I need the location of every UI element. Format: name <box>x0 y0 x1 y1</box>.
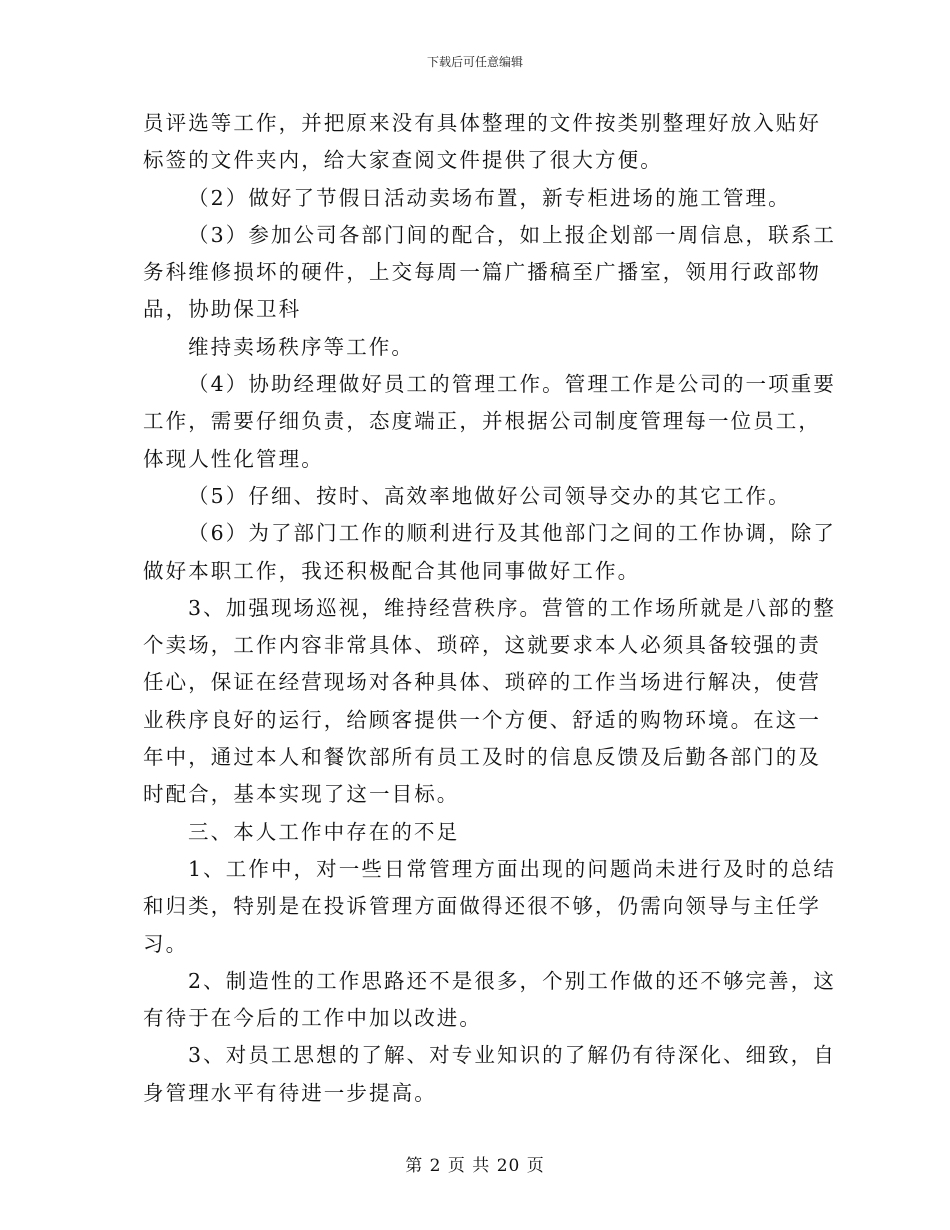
text-line: 年中，通过本人和餐饮部所有员工及时的信息反馈及后勤各部门的及 <box>143 745 821 770</box>
text-line: 身管理水平有待进一步提高。 <box>143 1080 437 1105</box>
text-line: 3、加强现场巡视，维持经营秩序。营管的工作场所就是八部的整 <box>188 595 836 620</box>
text-line: 三、本人工作中存在的不足 <box>188 819 460 844</box>
text-line: （6）为了部门工作的顺利进行及其他部门之间的工作协调，除了 <box>188 521 836 546</box>
text-line: 有待于在今后的工作中加以改进。 <box>143 1006 482 1031</box>
document-body <box>143 105 836 1112</box>
text-line: 业秩序良好的运行，给顾客提供一个方便、舒适的购物环境。在这一 <box>143 707 821 732</box>
text-line: 体现人性化管理。 <box>143 446 324 471</box>
text-line: 维持卖场秩序等工作。 <box>188 334 414 359</box>
text-line: （3）参加公司各部门间的配合，如上报企划部一周信息，联系工 <box>188 222 836 247</box>
text-line: 标签的文件夹内，给大家查阅文件提供了很大方便。 <box>143 148 663 173</box>
text-line: （2）做好了节假日活动卖场布置，新专柜进场的施工管理。 <box>188 185 791 210</box>
text-line: 时配合，基本实现了这一目标。 <box>143 782 460 807</box>
text-line: 务科维修损坏的硬件，上交每周一篇广播稿至广播室，领用行政部物 <box>143 260 821 285</box>
text-line: 员评选等工作，并把原来没有具体整理的文件按类别整理好放入贴好 <box>143 111 821 135</box>
text-line: （4）协助经理做好员工的管理工作。管理工作是公司的一项重要 <box>188 372 836 397</box>
page-header: 下载后可任意编辑 <box>426 55 523 69</box>
text-line: 习。 <box>143 931 189 956</box>
text-line: 1、工作中，对一些日常管理方面出现的问题尚未进行及时的总结 <box>188 856 836 881</box>
text-line: 品，协助保卫科 <box>143 297 302 322</box>
text-line: 3、对员工思想的了解、对专业知识的了解仍有待深化、细致，自 <box>188 1043 836 1068</box>
text-line: 个卖场，工作内容非常具体、琐碎，这就要求本人必须具备较强的责 <box>143 633 821 658</box>
text-line: 任心，保证在经营现场对各种具体、琐碎的工作当场进行解决，使营 <box>143 670 821 695</box>
text-line: 工作，需要仔细负责，态度端正，并根据公司制度管理每一位员工， <box>143 409 821 434</box>
text-line: （5）仔细、按时、高效率地做好公司领导交办的其它工作。 <box>188 483 791 508</box>
text-line: 2、制造性的工作思路还不是很多，个别工作做的还不够完善，这 <box>188 968 836 993</box>
text-line: 和归类，特别是在投诉管理方面做得还很不够，仍需向领导与主任学 <box>143 894 821 919</box>
text-line: 做好本职工作，我还积极配合其他同事做好工作。 <box>143 558 641 583</box>
page-number: 第 2 页 共 20 页 <box>405 1156 545 1176</box>
